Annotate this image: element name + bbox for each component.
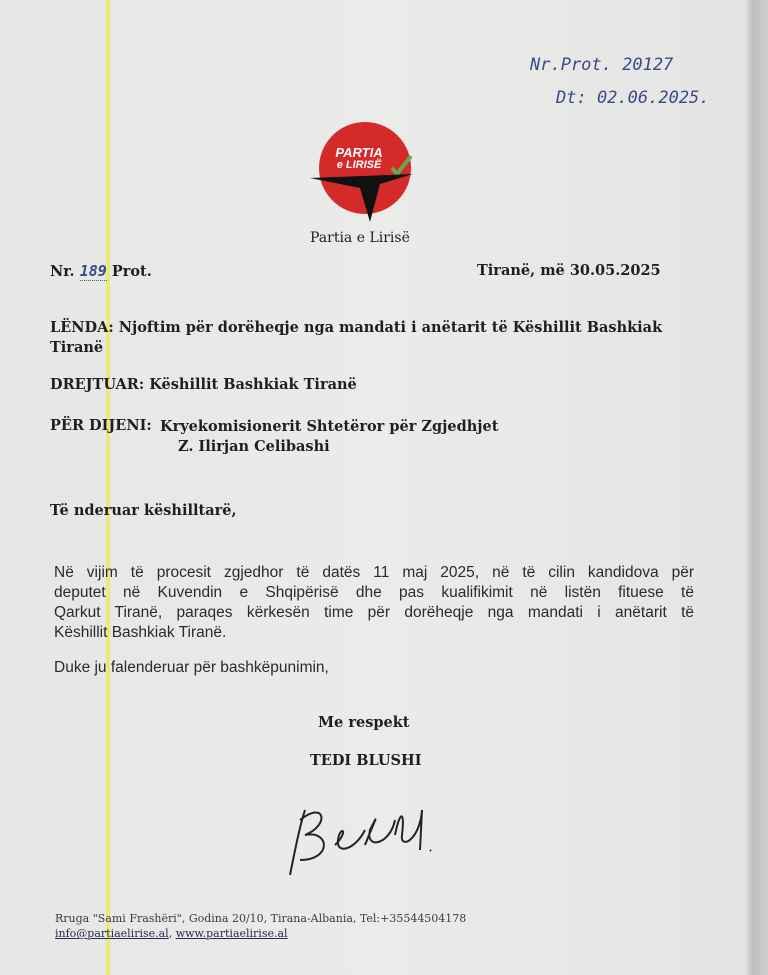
protocol-number bbox=[50, 262, 152, 280]
footer-website[interactable]: www.partiaelirise.al bbox=[175, 927, 288, 940]
footer-address: Rruga "Sami Frashëri", Godina 20/10, Tirana-Albania, Tel:+35544504178 bbox=[55, 912, 467, 925]
cc-label: PËR DIJENI: bbox=[50, 417, 152, 434]
logo-text bbox=[328, 146, 390, 172]
nr-value: 189 bbox=[79, 262, 107, 280]
thanks: Duke ju falenderuar për bashkëpunimin, bbox=[54, 659, 329, 676]
addressed-to bbox=[50, 376, 357, 393]
subject-text-2: Tiranë bbox=[50, 339, 104, 356]
highlighter-line bbox=[106, 0, 110, 975]
handwritten-protocol: Nr.Prot. 20127 bbox=[530, 55, 674, 75]
cc-line1: Kryekomisionerit Shtetëror për Zgjedhjet bbox=[160, 418, 499, 435]
cc-recipient bbox=[160, 417, 498, 457]
nr-prefix: Nr. bbox=[50, 263, 75, 280]
footer-email[interactable]: info@partiaelirise.al bbox=[55, 927, 169, 940]
handwritten-date: Dt: 02.06.2025. bbox=[556, 88, 710, 108]
greeting: Të nderuar këshilltarë, bbox=[50, 502, 237, 519]
body-text bbox=[54, 563, 694, 643]
logo-caption: Partia e Lirisë bbox=[310, 230, 410, 246]
logo-text-line1: PARTIA bbox=[335, 145, 383, 160]
subject-label: LËNDA: bbox=[50, 319, 114, 336]
nr-suffix: Prot. bbox=[111, 263, 152, 280]
subject-text: Njoftim për dorëheqje nga mandati i anëtarit të Këshillit Bashkiak bbox=[118, 319, 663, 336]
addressed-label: DREJTUAR: bbox=[50, 376, 145, 393]
body-line: Qarkut Tiranë, paraqes kërkesën time për dorëheqje nga mandati i anëtarit të bbox=[54, 604, 694, 621]
party-logo bbox=[308, 118, 418, 228]
place-date: Tiranë, më 30.05.2025 bbox=[477, 262, 661, 279]
body-line: Në vijim të procesit zgjedhor të datës 11 maj 2025, në të cilin kandidova për bbox=[54, 564, 694, 581]
footer: Rruga "Sami Frashëri", Godina 20/10, Tirana-Albania, Tel:+35544504178 info@partiaelirise.al, www.partiaelirise.al bbox=[55, 912, 467, 940]
addressed-text: Këshillit Bashkiak Tiranë bbox=[149, 376, 357, 393]
closing: Me respekt bbox=[318, 714, 410, 731]
cc-line2: Z. Ilirjan Celibashi bbox=[178, 438, 330, 455]
signature bbox=[270, 790, 450, 885]
body-line: deputet në Kuvendin e Shqipërisë dhe pas kualifikimit në listën fituese të bbox=[54, 584, 694, 601]
body-line: Këshillit Bashkiak Tiranë. bbox=[54, 624, 227, 641]
signatory: TEDI BLUSHI bbox=[310, 752, 422, 769]
logo-text-line2: e LIRISË bbox=[336, 159, 382, 171]
subject bbox=[50, 318, 662, 358]
